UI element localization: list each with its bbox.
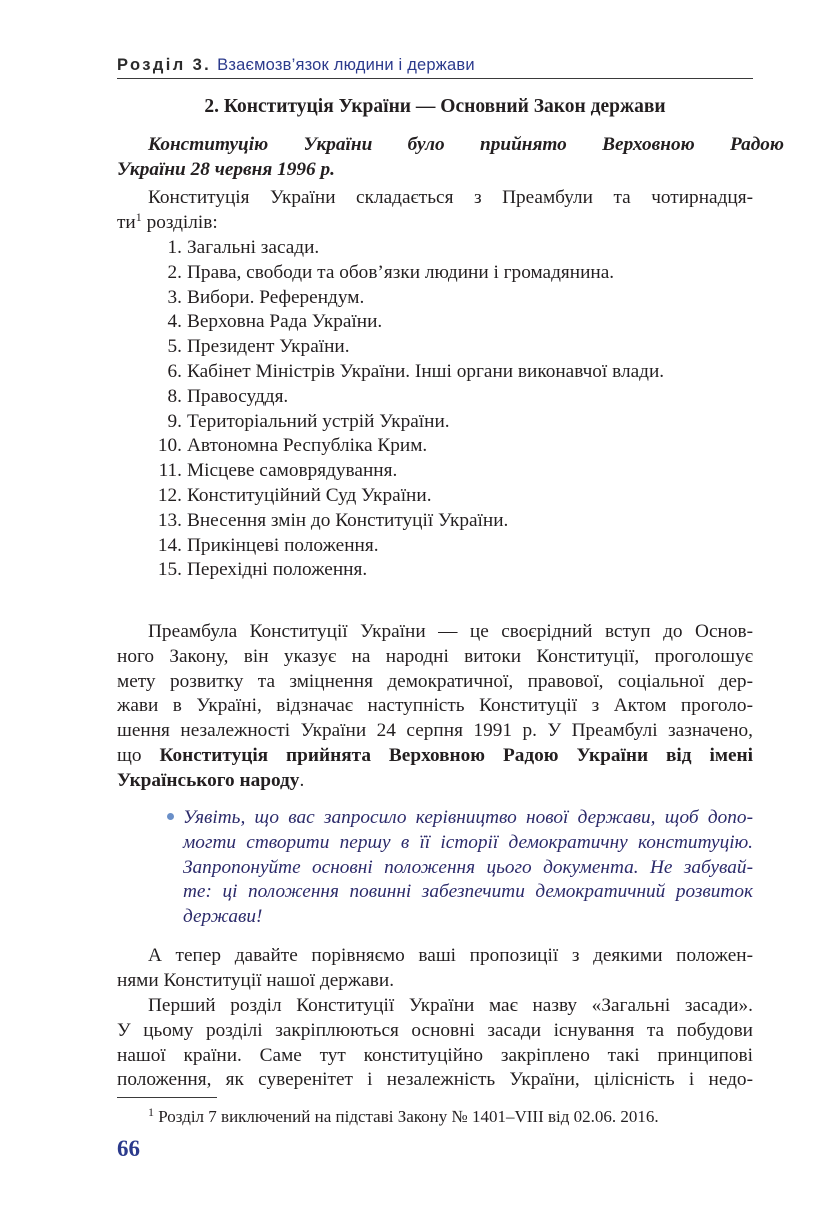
paragraph-line: [117, 211, 753, 236]
text-fragment: .: [299, 769, 305, 791]
list-label: Місцеве самоврядування.: [187, 460, 398, 482]
list-label: Перехідні положення.: [187, 559, 368, 581]
chapter-title: Взаємозв’язок людини і держави: [217, 56, 475, 74]
list-label: Президент України.: [187, 336, 350, 358]
footnote: [148, 1106, 753, 1128]
paragraph-line: Перший розділ Конституції України має назву «Загальні засади».: [148, 995, 753, 1016]
task-line: Запропонуйте основні положення цього документа. Не забувай-: [183, 856, 753, 878]
list-label: Вибори. Референдум.: [187, 286, 365, 308]
paragraph-line: ного Закону, він указує на народні витоки Конституції, проголошує: [117, 645, 753, 667]
task-line: Уявіть, що вас запросило керівництво нової держави, щоб допо-: [183, 807, 753, 828]
running-header: [117, 54, 753, 79]
paragraph-line: А тепер давайте порівняємо ваші пропозиції з деякими положен-: [148, 945, 753, 966]
intro-line: Конституцію України було прийнято Верховною Радою: [148, 134, 784, 155]
bold-text: Конституція прийнята Верховною Радою України від імені: [159, 744, 753, 766]
list-label: Конституційний Суд України.: [187, 484, 432, 506]
section-heading: 2. Конституція України — Основний Закон держави: [204, 96, 666, 117]
paragraph-compare: [117, 944, 753, 994]
paragraph-line: [117, 769, 753, 794]
list-number: 2.: [167, 261, 182, 283]
task-line: те: ці положення повинні забезпечити демократичний розвиток: [183, 881, 753, 903]
chapter-label: Розділ 3.: [117, 56, 212, 74]
footnote-text: Розділ 7 виключений на підставі Закону № 1401–VIII від 02.06. 2016.: [154, 1107, 659, 1126]
list-label: Автономна Республіка Крим.: [187, 435, 428, 457]
text-fragment: ти: [117, 211, 136, 233]
bold-text: Українського народу: [117, 769, 300, 791]
paragraph-first-section: [117, 994, 753, 1093]
paragraph-line: мету розвитку та зміцнення демократичної, правової, соціальної дер-: [117, 670, 753, 692]
constitution-sections-list: [117, 236, 753, 583]
footnote-mark: 1: [148, 1105, 154, 1119]
list-item: [117, 558, 753, 583]
paragraph-line: жави в Україні, відзначає наступність Конституції з Актом проголо-: [117, 695, 753, 717]
paragraph-preamble: [117, 620, 753, 794]
paragraph-line: У цьому розділі закріплюються основні засади існування та побудови: [117, 1019, 753, 1041]
list-number: 4.: [167, 311, 182, 333]
intro-statement: [117, 133, 784, 183]
list-number: 14.: [157, 534, 182, 556]
list-number: 3.: [167, 286, 182, 308]
footnote-divider: [117, 1097, 217, 1098]
task-line: могти створити першу в її історії демократичну конституцію.: [183, 831, 753, 853]
list-label: Прикінцеві положення.: [187, 534, 379, 556]
list-number: 10.: [157, 435, 182, 457]
list-item: [117, 360, 753, 385]
list-number: 8.: [167, 385, 182, 407]
list-label: Територіальний устрій України.: [187, 410, 450, 432]
list-number: 13.: [157, 509, 182, 531]
paragraph-line: Конституція України складається з Преамбули та чотирнадця-: [148, 187, 753, 208]
list-number: 15.: [157, 559, 182, 581]
list-label: Кабінет Міністрів України. Інші органи виконавчої влади.: [187, 360, 665, 382]
paragraph-structure: [117, 186, 753, 236]
list-item: [117, 484, 753, 509]
list-number: 1.: [167, 237, 182, 258]
paragraph-line: шення незалежності України 24 серпня 1991 р. У Преамбулі зазначено,: [117, 720, 753, 742]
paragraph-line: нями Конституції нашої держави.: [117, 969, 395, 991]
paragraph-line: нашої країни. Саме тут конституційно закріплено такі принципові: [117, 1044, 753, 1066]
list-number: 5.: [167, 336, 182, 358]
list-item: [117, 261, 753, 286]
list-label: Загальні засади.: [187, 237, 320, 258]
list-number: 12.: [157, 484, 182, 506]
list-item: [117, 335, 753, 360]
paragraph-line: Преамбула Конституції України — це своєрідний вступ до Основ-: [148, 621, 753, 642]
task-block: [183, 806, 753, 930]
text-fragment: що: [117, 744, 160, 766]
list-label: Верховна Рада України.: [187, 311, 383, 333]
list-label: Правосуддя.: [187, 385, 289, 407]
list-item: [117, 434, 753, 459]
list-number: 6.: [167, 360, 182, 382]
task-line: держави!: [183, 906, 263, 928]
list-number: 9.: [167, 410, 182, 432]
intro-line: України 28 червня 1996 р.: [117, 158, 335, 180]
list-item: [117, 286, 753, 311]
text-fragment: розділів:: [141, 211, 218, 233]
bullet-icon: [167, 813, 174, 820]
paragraph-line: [117, 744, 753, 769]
list-label: Права, свободи та обов’язки людини і громадянина.: [187, 261, 615, 283]
page-number: 66: [117, 1136, 140, 1161]
list-item: [117, 385, 753, 410]
list-item: [117, 236, 753, 261]
list-item: [117, 509, 753, 534]
paragraph-line: положення, як суверенітет і незалежність України, цілісність і недо-: [117, 1069, 753, 1091]
list-item: [117, 310, 753, 335]
footnote-mark: 1: [135, 209, 142, 224]
list-item: [117, 459, 753, 484]
list-item: [117, 410, 753, 435]
list-item: [117, 534, 753, 559]
list-number: 11.: [158, 460, 182, 482]
list-label: Внесення змін до Конституції України.: [187, 509, 509, 531]
